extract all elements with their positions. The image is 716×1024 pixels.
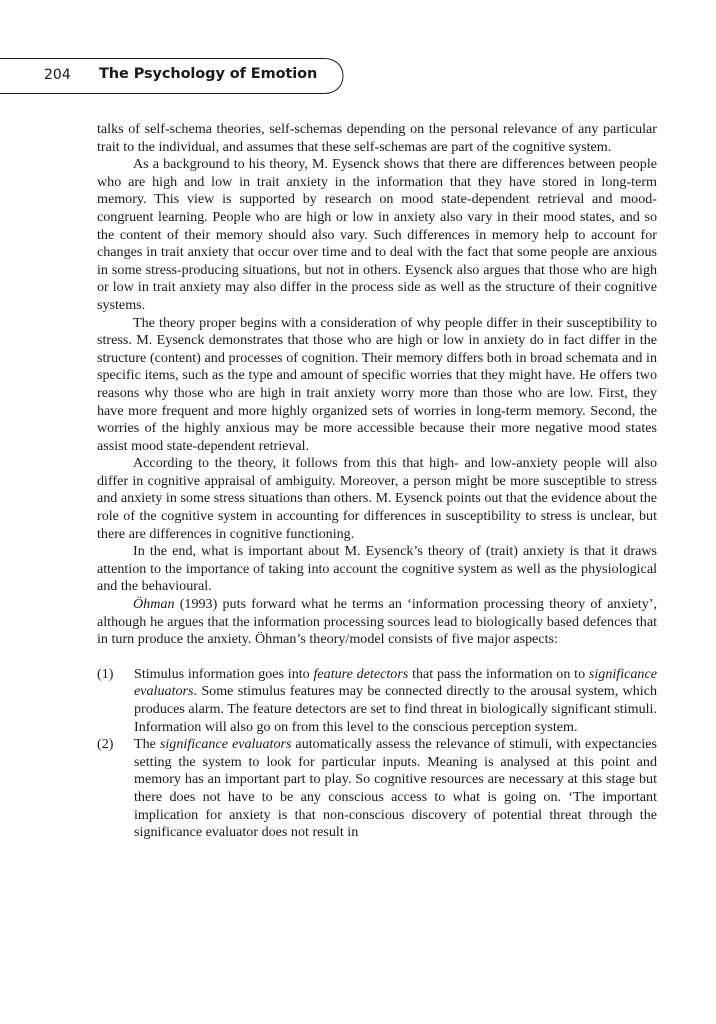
list-text: Stimulus information goes into [134, 665, 314, 682]
body-text [97, 121, 657, 842]
list-text: automatically assess the relevance of stimuli, with expectancies setting the system to look for particular inputs. Meaning is analysed at this point and memory has an important part to play. So cognitive resources are necessary at this stage but there does not have to be any conscious access to what is going on. ‘The important implication for anxiety is that non-conscious discovery of potential threat through the significance evaluator does not result in [134, 736, 658, 841]
page-number: 204 [44, 67, 71, 83]
numbered-list [97, 666, 657, 842]
list-number: (1) [97, 665, 114, 682]
paragraph: The theory proper begins with a consideration of why people differ in their susceptibility to stress. M. Eysenck demonstrates that those who are high or low in anxiety do in fact differ in the structure (content) and processes of cognition. Their memory differs both in broad schemata and in specific items, such as the type and amount of specific worries that they might have. He offers two reasons why those who are high in trait anxiety worry more than those who are low. First, they have more frequent and more highly organized sets of worries in long-term memory. Second, the worries of the highly anxious may be more accessible because their more negative mood states assist mood state-dependent retrieval. [97, 314, 657, 454]
list-term: significance evaluators [134, 665, 657, 700]
list-text: . Some stimulus features may be connected directly to the arousal system, which produces alarm. The feature detectors are set to find threat in biologically significant stimuli. Information will also go on from this level to the conscious perception system. [134, 683, 657, 735]
author-name: Öhman [133, 596, 175, 613]
list-item [97, 736, 657, 842]
running-header [0, 58, 344, 94]
paragraph: talks of self-schema theories, self-schemas depending on the personal relevance of any particular trait to the individual, and assumes that these self-schemas are part of the cognitive system. [97, 121, 657, 155]
running-title: The Psychology of Emotion [99, 66, 318, 82]
list-term: feature detectors [313, 665, 409, 682]
list-number: (2) [97, 736, 114, 753]
list-item [97, 666, 657, 736]
paragraph: In the end, what is important about M. Eysenck’s theory of (trait) anxiety is that it draws attention to the importance of taking into account the cognitive system as well as the physiological and the behavioural. [97, 543, 657, 595]
list-text: that pass the information on to [408, 665, 589, 682]
list-text: The [134, 736, 160, 753]
paragraph: As a background to his theory, M. Eysenck shows that there are differences between people who are high and low in trait anxiety in the information that they have stored in long-term memory. This view is supported by research on mood state-dependent retrieval and mood-congruent learning. People who are high or low in anxiety also vary in their mood states, and so the content of their memory should also vary. Such differences in memory help to account for changes in trait anxiety that occur over time and to deal with the fact that some people are anxious in some stress-producing situations, but not in others. Eysenck also argues that those who are high or low in trait anxiety may also differ in the process side as well as the structure of their cognitive systems. [97, 156, 657, 313]
paragraph: According to the theory, it follows from this that high- and low-anxiety people will also differ in cognitive appraisal of ambiguity. Moreover, a person might be more susceptible to stress and anxiety in some stress situations than others. M. Eysenck points out that the evidence about the role of the cognitive system in accounting for differences in susceptibility to stress is unclear, but there are differences in cognitive functioning. [97, 455, 657, 542]
list-term: significance evaluators [159, 736, 292, 753]
paragraph-text: (1993) puts forward what he terms an ‘information processing theory of anxiety’, although he argues that the information processing sources lead to biologically based defences that in turn produce the anxiety. Öhman’s theory/model consists of five major aspects: [97, 596, 657, 648]
paragraph [97, 596, 657, 649]
